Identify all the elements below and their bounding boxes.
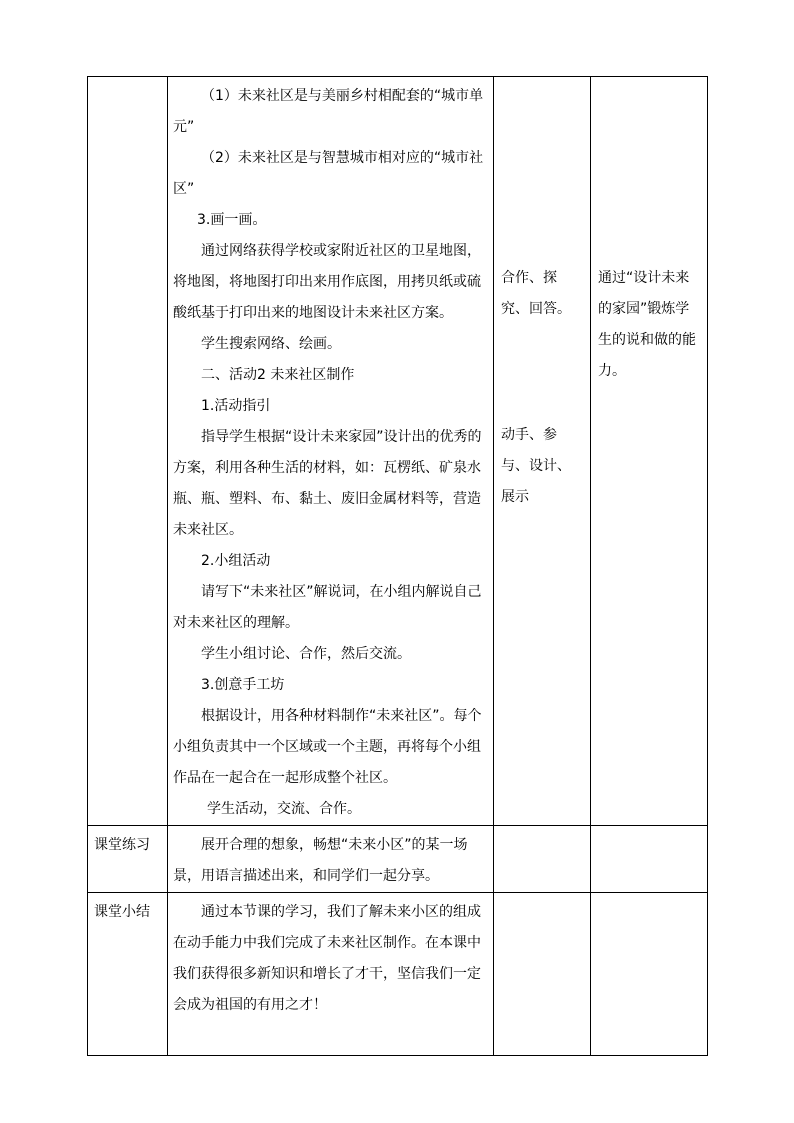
row-label-cell: [88, 893, 168, 1056]
content-cell: [168, 826, 494, 893]
empty-cell: [494, 826, 591, 893]
content-paragraph: 展开合理的想象，畅想“未来小区”的某一场景，用语言描述出来，和同学们一起分享。: [173, 837, 468, 884]
content-paragraph: （1）未来社区是与美丽乡村相配套的“城市单元”: [173, 88, 484, 135]
content-heading: 3.创意手工坊: [201, 677, 285, 693]
content-heading: 1.活动指引: [201, 398, 271, 414]
intent-text: 通过“设计未来的家园”锻炼学生的说和做的能力。: [598, 270, 696, 379]
method-text: 动手、参与、设计、展示: [501, 427, 571, 505]
content-paragraph: 学生活动，交流、合作。: [207, 801, 361, 817]
empty-cell: [591, 893, 708, 1056]
content-cell: [168, 893, 494, 1056]
content-paragraph: 指导学生根据“设计未来家园”设计出的优秀的方案，利用各种生活的材料，如：瓦楞纸、矿泉水瓶、瓶、塑料、布、黏土、废旧金属材料等，营造未来社区。: [173, 429, 482, 538]
methods-cell: [494, 77, 591, 826]
content-paragraph: 通过网络获得学校或家附近社区的卫星地图，将地图，将地图打印出来用作底图，用拷贝纸或硫酸纸基于打印出来的地图设计未来社区方案。: [173, 243, 481, 321]
content-heading: 2.小组活动: [201, 553, 271, 569]
empty-cell: [591, 826, 708, 893]
empty-cell: [494, 893, 591, 1056]
method-text: 合作、探究、回答。: [501, 270, 571, 317]
row-label: 课堂小结: [94, 904, 150, 920]
activity-row: [88, 77, 708, 826]
summary-row: [88, 893, 708, 1056]
intent-cell: [591, 77, 708, 826]
row-label: [88, 77, 167, 81]
practice-row: [88, 826, 708, 893]
lesson-plan-table: [87, 76, 708, 1056]
row-label-cell: [88, 826, 168, 893]
content-heading: 3.画一画。: [197, 212, 267, 228]
content-heading: 二、活动2 未来社区制作: [201, 367, 355, 383]
content-paragraph: 学生搜索网络、绘画。: [201, 336, 341, 352]
content-cell: [168, 77, 494, 826]
content-paragraph: 根据设计，用各种材料制作“未来社区”。每个小组负责其中一个区域或一个主题，再将每个小组作品在一起合在一起形成整个社区。: [173, 708, 482, 786]
content-paragraph: （2）未来社区是与智慧城市相对应的“城市社区”: [173, 150, 484, 197]
content-paragraph: 请写下“未来社区”解说词，在小组内解说自己对未来社区的理解。: [173, 584, 482, 631]
content-paragraph: 学生小组讨论、合作，然后交流。: [201, 646, 411, 662]
content-paragraph: 通过本节课的学习，我们了解未来小区的组成在动手能力中我们完成了未来社区制作。在本课中我们获得很多新知识和增长了才干，坚信我们一定会成为祖国的有用之才！: [173, 904, 481, 1013]
row-label-cell: [88, 77, 168, 826]
row-label: 课堂练习: [94, 837, 150, 853]
